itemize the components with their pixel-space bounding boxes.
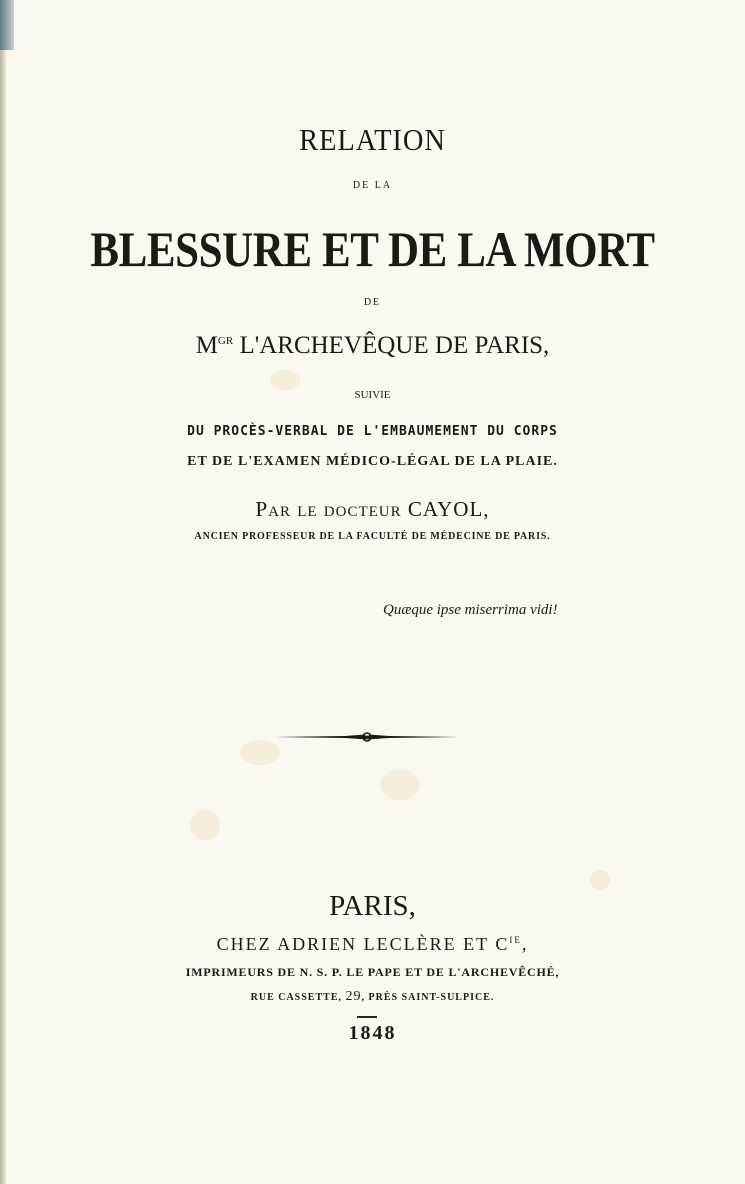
author-line: Par le docteur CAYOL, xyxy=(255,497,490,521)
imprint-publisher xyxy=(0,934,745,955)
publisher-sup: IE xyxy=(509,935,522,945)
binding-tab xyxy=(0,0,14,50)
imprint-address xyxy=(0,989,745,1005)
foxing-stain xyxy=(190,810,220,840)
foxing-stain xyxy=(240,740,280,765)
subtitle-proces-verbal: DU PROCÈS-VERBAL DE L'EMBAUMEMENT DU CORPS xyxy=(187,424,558,439)
page-edge xyxy=(0,0,6,1184)
subtitle-examen: ET DE L'EXAMEN MÉDICO-LÉGAL DE LA PLAIE. xyxy=(187,454,558,469)
foxing-stain xyxy=(270,370,300,390)
mgr-sup: GR xyxy=(217,335,234,347)
ornament-rule-icon xyxy=(275,731,459,743)
main-title: BLESSURE ET DE LA MORT xyxy=(90,221,655,277)
archbishop-text: L'ARCHEVÊQUE DE PARIS, xyxy=(233,332,550,359)
imprint-city: PARIS, xyxy=(329,890,416,922)
publisher-comma: , xyxy=(521,934,529,954)
year-rule xyxy=(357,1016,377,1018)
address-number: 29 xyxy=(345,989,362,1004)
imprint-printers: IMPRIMEURS DE N. S. P. LE PAPE ET DE L'ARCHEVÊCHÉ, xyxy=(185,965,560,979)
address-near: , PRÈS SAINT-SULPICE. xyxy=(361,992,495,1003)
address-street: RUE CASSETTE, xyxy=(250,992,346,1003)
author-title: ANCIEN PROFESSEUR DE LA FACULTÉ DE MÉDECINE DE PARIS. xyxy=(194,531,551,542)
title-archbishop xyxy=(0,332,745,360)
epigraph: Quæque ipse miserrima vidi! xyxy=(383,602,558,618)
imprint-year: 1848 xyxy=(348,1022,397,1044)
title-de-la: DE LA xyxy=(352,180,393,191)
subtitle-suivie: SUIVIE xyxy=(354,389,391,401)
foxing-stain xyxy=(590,870,610,890)
mgr-prefix: M xyxy=(195,332,218,359)
title-relation: RELATION xyxy=(299,122,446,157)
publisher-name: CHEZ ADRIEN LECLÈRE ET C xyxy=(216,934,510,954)
title-de: DE xyxy=(363,297,382,308)
foxing-stain xyxy=(380,770,420,800)
